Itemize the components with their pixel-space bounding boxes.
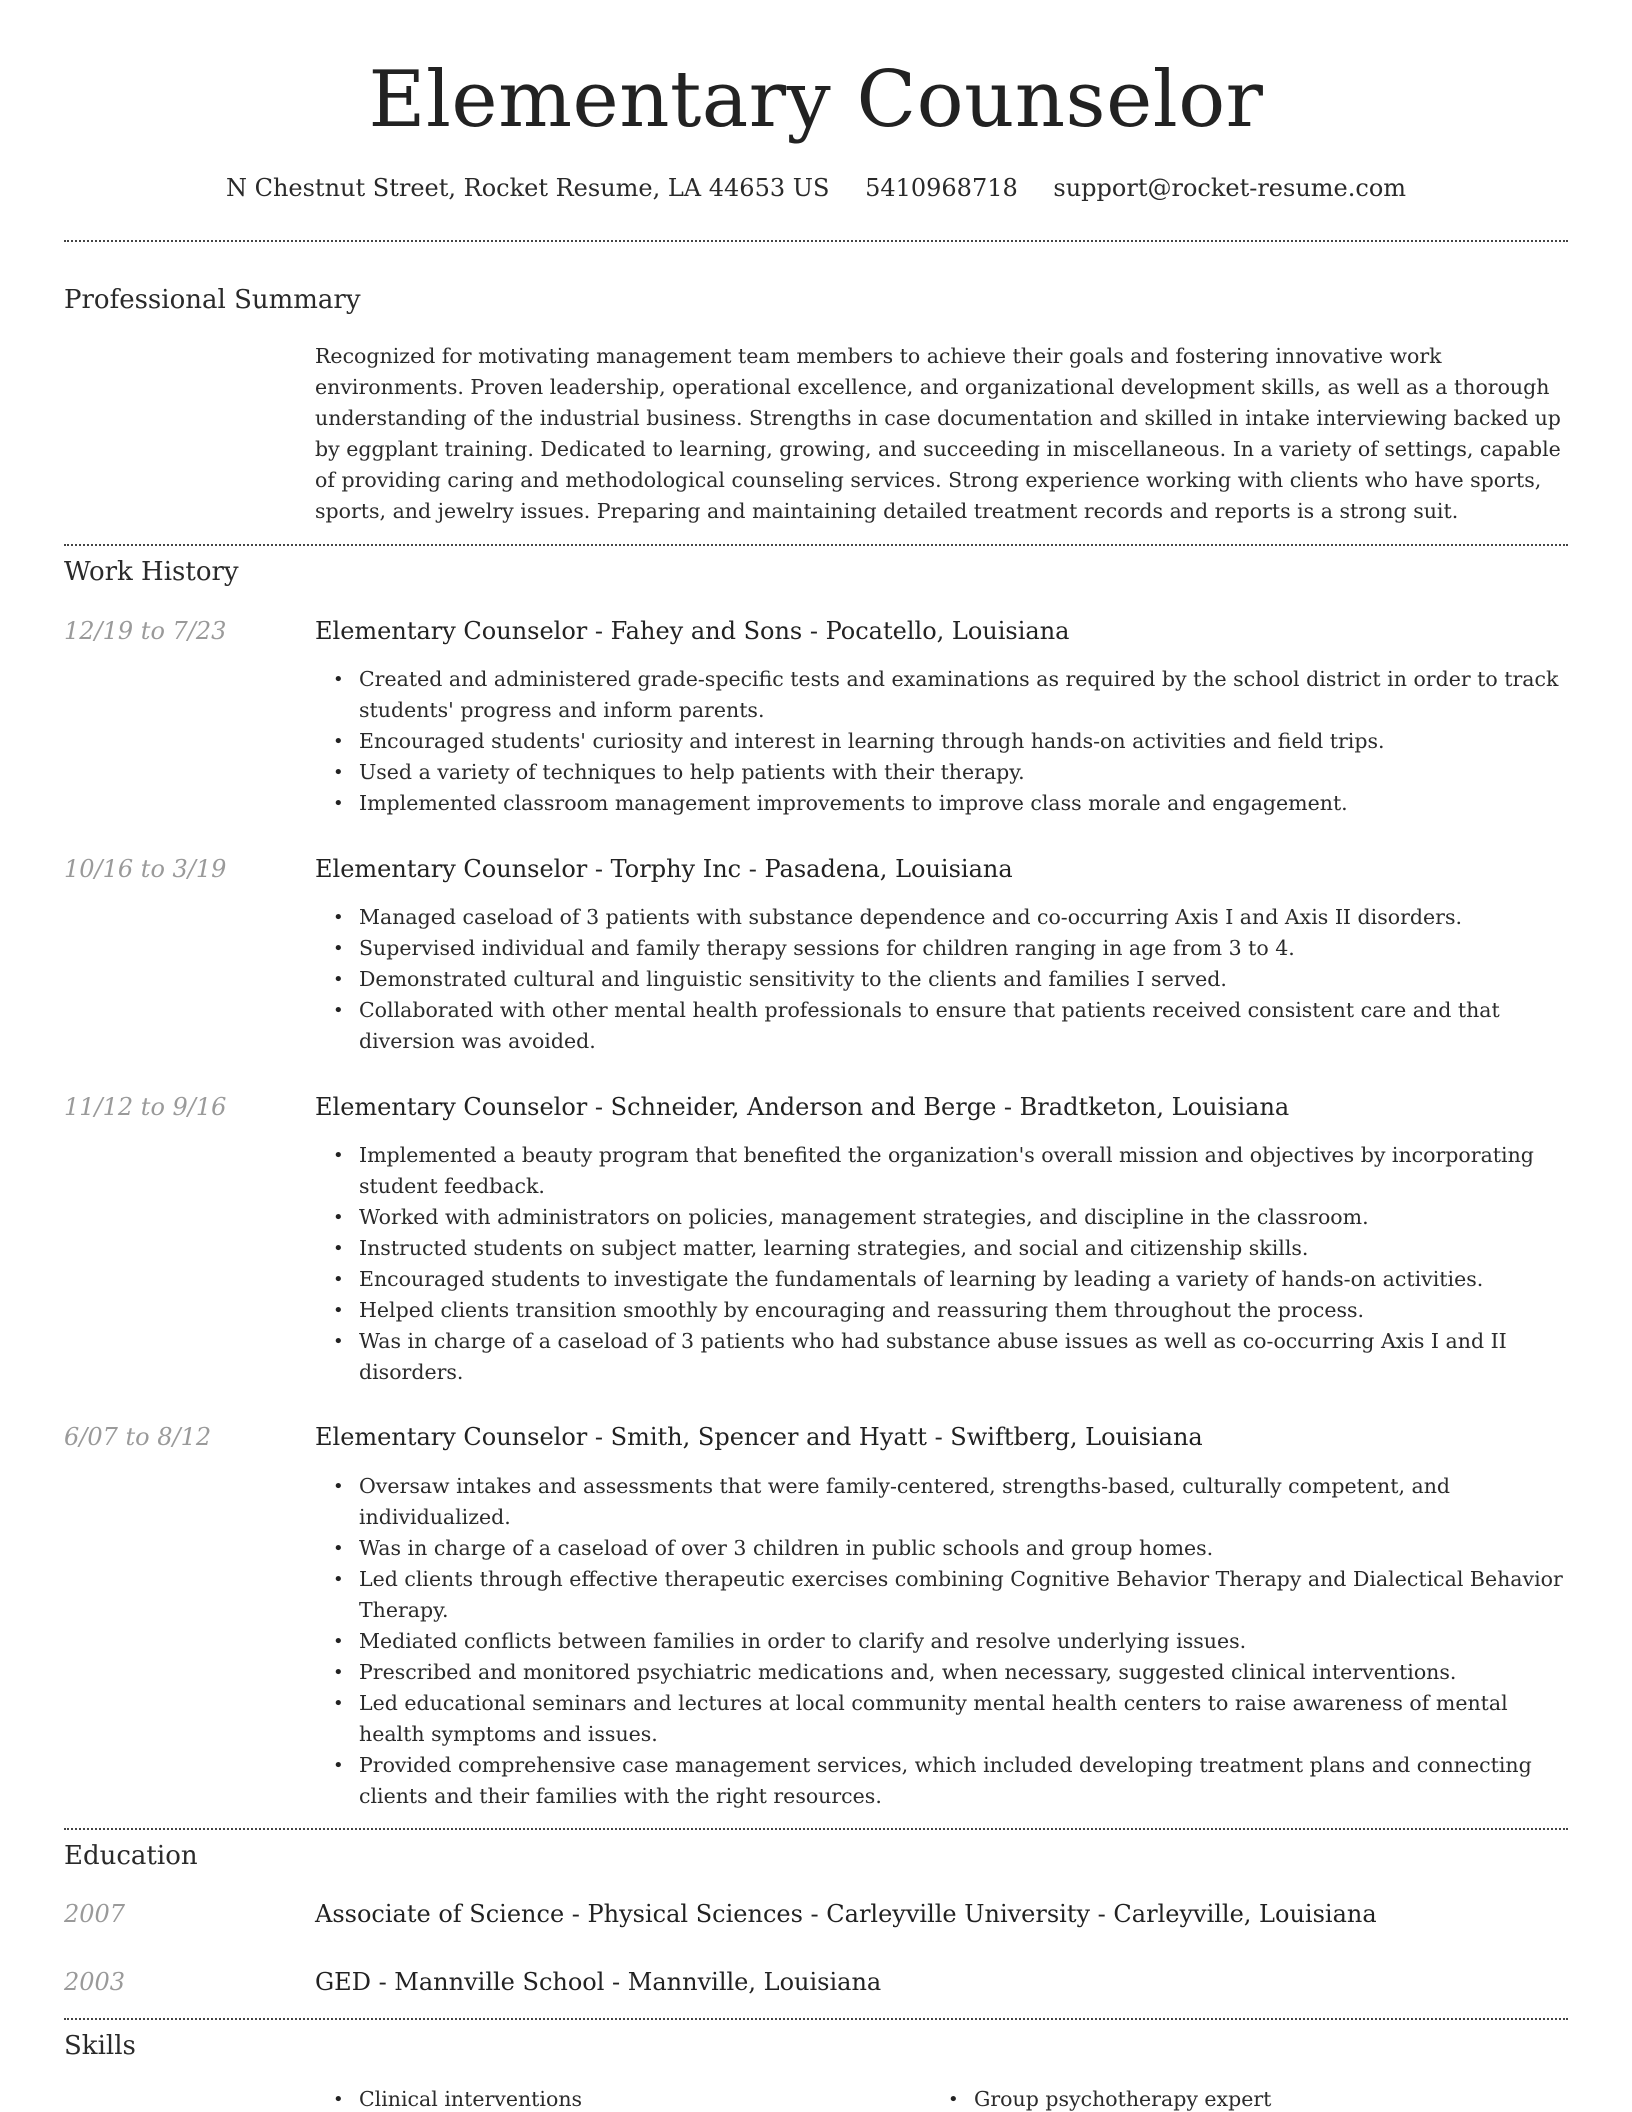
list-item: • Demonstrated cultural and linguistic sensitivity to the clients and families I served.	[315, 964, 1565, 995]
job-title	[315, 1089, 1289, 1125]
list-item: • Helped clients transition smoothly by encouraging and reassuring them throughout the process.	[315, 1295, 1565, 1326]
education-degree: Associate of Science - Physical Sciences - Carleyville University - Carleyville, Louisiana	[315, 1900, 1377, 1928]
job-bullets	[315, 902, 1565, 1057]
job-role: Elementary Counselor	[315, 1423, 588, 1451]
job-title	[315, 1419, 1203, 1455]
list-item: • Used a variety of techniques to help patients with their therapy.	[315, 757, 1565, 788]
skill-item: • Group psychotherapy expert	[930, 2084, 1545, 2112]
skill-item: • Clinical interventions	[315, 2084, 930, 2112]
job-dates: 10/16 to 3/19	[64, 855, 227, 883]
job-details: - Fahey and Sons - Pocatello, Louisiana	[587, 617, 1070, 645]
job-bullets	[315, 1140, 1565, 1388]
list-item: • Managed caseload of 3 patients with substance dependence and co-occurring Axis I and Axis II disorders.	[315, 902, 1565, 933]
contact-line	[0, 170, 1632, 206]
list-item: • Led clients through effective therapeutic exercises combining Cognitive Behavior Therapy and Dialectical Behavior Therapy.	[315, 1564, 1565, 1626]
section-title-summary: Professional Summary	[64, 285, 361, 315]
job-title	[315, 851, 1013, 887]
list-item: • Prescribed and monitored psychiatric medications and, when necessary, suggested clinical interventions.	[315, 1657, 1565, 1688]
list-item: • Was in charge of a caseload of 3 patients who had substance abuse issues as well as co-occurring Axis I and II disorders.	[315, 1326, 1565, 1388]
list-item: • Encouraged students' curiosity and interest in learning through hands-on activities and field trips.	[315, 726, 1565, 757]
job-bullets	[315, 664, 1565, 819]
list-item: • Implemented classroom management improvements to improve class morale and engagement.	[315, 788, 1565, 819]
list-item: • Worked with administrators on policies, management strategies, and discipline in the classroom.	[315, 1202, 1565, 1233]
address: N Chestnut Street, Rocket Resume, LA 44653 US	[225, 174, 830, 202]
list-item: • Encouraged students to investigate the fundamentals of learning by leading a variety of hands-on activities.	[315, 1264, 1565, 1295]
list-item: • Implemented a beauty program that benefited the organization's overall mission and objectives by incorporating student feedback.	[315, 1140, 1565, 1202]
skills-list	[315, 2084, 1565, 2112]
education-year: 2007	[64, 1900, 126, 1928]
job-details: - Torphy Inc - Pasadena, Louisiana	[587, 855, 1013, 883]
job-role: Elementary Counselor	[315, 855, 588, 883]
divider	[64, 544, 1568, 546]
job-dates: 11/12 to 9/16	[64, 1093, 227, 1121]
list-item: • Instructed students on subject matter, learning strategies, and social and citizenship skills.	[315, 1233, 1565, 1264]
candidate-name: Elementary Counselor	[368, 55, 1264, 145]
divider	[64, 2018, 1568, 2020]
divider	[64, 240, 1568, 242]
phone: 5410968718	[865, 174, 1018, 202]
education-year: 2003	[64, 1968, 126, 1996]
job-role: Elementary Counselor	[315, 1093, 588, 1121]
section-title-education: Education	[64, 1841, 198, 1871]
job-role: Elementary Counselor	[315, 617, 588, 645]
section-title-work: Work History	[64, 557, 239, 587]
job-bullets	[315, 1471, 1565, 1812]
job-details: - Schneider, Anderson and Berge - Bradtketon, Louisiana	[587, 1093, 1290, 1121]
skills-column-right	[930, 2084, 1545, 2112]
education-degree: GED - Mannville School - Mannville, Louisiana	[315, 1968, 882, 1996]
summary-text: Recognized for motivating management team members to achieve their goals and fostering innovative work environments. Proven leadership, operational excellence, and organizational development skills, as well as a thorough understanding of the industrial business. Strengths in case documentation and skilled in intake interviewing backed up by eggplant training. Dedicated to learning, growing, and succeeding in miscellaneous. In a variety of settings, capable of providing caring and methodological counseling services. Strong experience working with clients who have sports, sports, and jewelry issues. Preparing and maintaining detailed treatment records and reports is a strong suit.	[315, 344, 1561, 523]
list-item: • Created and administered grade-specific tests and examinations as required by the school district in order to track students' progress and inform parents.	[315, 664, 1565, 726]
divider	[64, 1828, 1568, 1830]
job-details: - Smith, Spencer and Hyatt - Swiftberg, Louisiana	[587, 1423, 1203, 1451]
email: support@rocket-resume.com	[1053, 174, 1407, 202]
list-item: • Supervised individual and family therapy sessions for children ranging in age from 3 to 4.	[315, 933, 1565, 964]
job-title	[315, 613, 1069, 649]
list-item: • Was in charge of a caseload of over 3 children in public schools and group homes.	[315, 1533, 1565, 1564]
skills-column-left	[315, 2084, 930, 2112]
job-dates: 12/19 to 7/23	[64, 617, 227, 645]
list-item: • Led educational seminars and lectures at local community mental health centers to raise awareness of mental health symptoms and issues.	[315, 1688, 1565, 1750]
section-title-skills: Skills	[64, 2031, 136, 2061]
list-item: • Provided comprehensive case management services, which included developing treatment plans and connecting clients and their families with the right resources.	[315, 1750, 1565, 1812]
list-item: • Mediated conflicts between families in order to clarify and resolve underlying issues.	[315, 1626, 1565, 1657]
job-dates: 6/07 to 8/12	[64, 1423, 212, 1451]
list-item: • Collaborated with other mental health professionals to ensure that patients received consistent care and that diversion was avoided.	[315, 995, 1565, 1057]
list-item: • Oversaw intakes and assessments that were family-centered, strengths-based, culturally competent, and individualized.	[315, 1471, 1565, 1533]
